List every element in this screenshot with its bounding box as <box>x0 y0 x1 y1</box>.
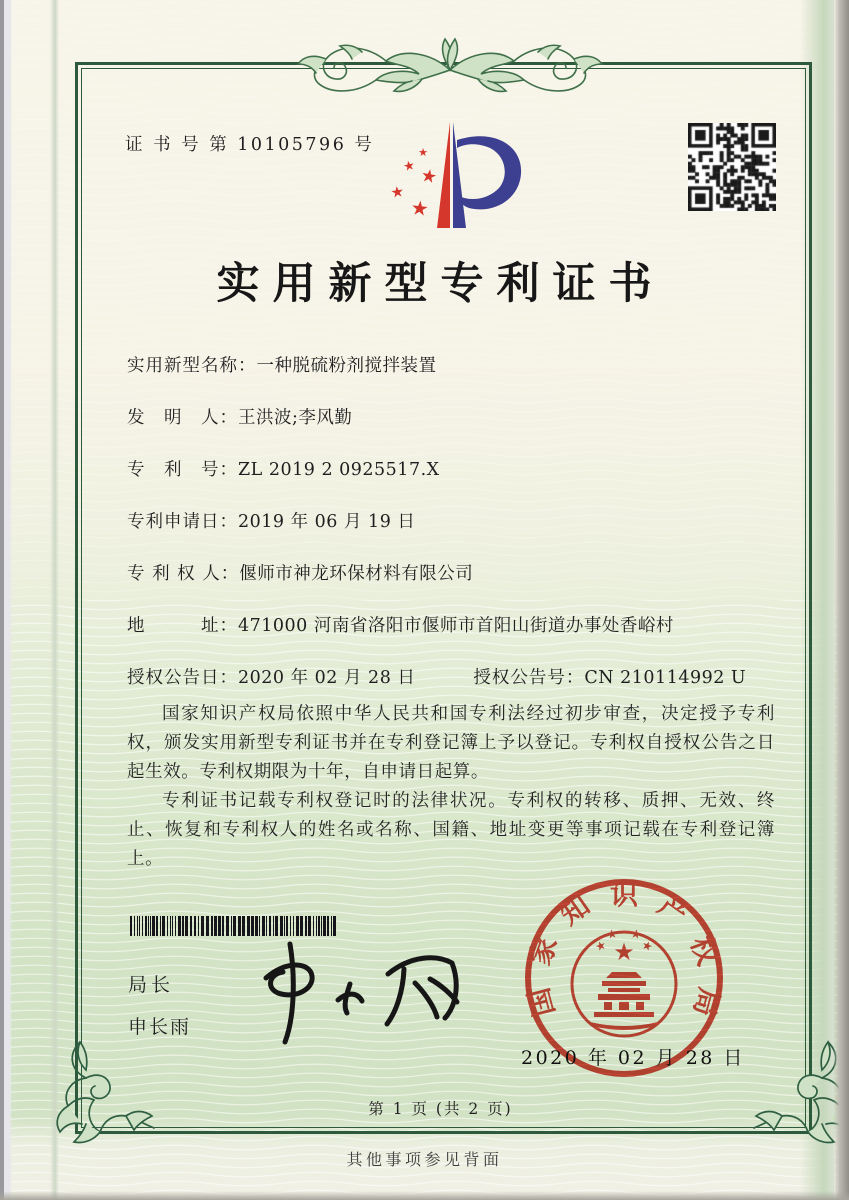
page-number: 第 1 页 (共 2 页) <box>368 1100 513 1118</box>
grant-date-label: 授权公告日： <box>127 668 238 688</box>
svg-text:局: 局 <box>687 984 727 1020</box>
field-label: 地 址： <box>127 616 238 636</box>
field-value: 471000 河南省洛阳市偃师市首阳山街道办事处香峪村 <box>238 616 674 636</box>
barcode-bar <box>318 916 320 936</box>
svg-text:★: ★ <box>639 937 655 955</box>
bottom-left-flourish-ornament <box>42 1040 160 1148</box>
barcode-bar <box>134 916 135 936</box>
field-label: 发 明 人： <box>127 408 238 428</box>
barcode-bar <box>296 916 299 936</box>
barcode-bar <box>313 916 314 936</box>
barcode-bar <box>300 916 303 936</box>
field-filing-date <box>127 508 787 560</box>
barcode-bar <box>333 916 336 936</box>
barcode-bar <box>152 916 155 936</box>
field-value: ZL 2019 2 0925517.X <box>238 460 440 480</box>
barcode-bar <box>150 916 151 936</box>
certificate-title: 实用新型专利证书 <box>216 259 665 309</box>
barcode-bar <box>286 916 288 936</box>
barcode-bar <box>323 916 326 936</box>
barcode-bar <box>327 916 329 936</box>
barcode-bar <box>148 916 149 936</box>
svg-text:★: ★ <box>629 926 643 942</box>
back-side-note: 其他事项参见背面 <box>346 1150 503 1169</box>
barcode-bar <box>145 916 147 936</box>
svg-text:★: ★ <box>409 195 430 221</box>
svg-text:★: ★ <box>593 937 609 955</box>
barcode-bar <box>170 916 171 936</box>
seal-date: 2020 年 02 月 28 日 <box>521 1047 745 1069</box>
barcode-bar <box>251 916 254 936</box>
commissioner-handwritten-signature <box>238 938 478 1048</box>
barcode-bar <box>331 916 332 936</box>
svg-text:产: 产 <box>652 888 694 932</box>
field-value: 2019 年 06 月 19 日 <box>238 512 416 532</box>
barcode-bar <box>218 916 221 936</box>
national-emblem <box>572 926 676 1036</box>
scan-edge-bottom <box>0 1191 849 1200</box>
svg-text:家: 家 <box>523 931 564 970</box>
barcode-bar <box>198 916 199 936</box>
svg-text:★: ★ <box>389 182 406 202</box>
field-utility-model-name <box>127 352 787 404</box>
barcode-bar <box>172 916 173 936</box>
barcode-bar <box>162 916 165 936</box>
svg-text:★: ★ <box>402 158 417 176</box>
barcode-bar <box>290 916 291 936</box>
scan-edge-left <box>0 0 12 1200</box>
svg-text:★: ★ <box>613 938 635 966</box>
barcode-bar <box>137 916 138 936</box>
svg-text:国: 国 <box>521 984 561 1020</box>
field-value: 一种脱硫粉剂搅拌装置 <box>256 356 437 376</box>
svg-text:★: ★ <box>605 926 619 942</box>
field-value: 王洪波;李风勤 <box>238 408 353 428</box>
svg-text:★: ★ <box>419 164 439 189</box>
certificate-number: 证 书 号 第 10105796 号 <box>125 135 375 155</box>
barcode-bar <box>316 916 317 936</box>
barcode-bar <box>262 916 265 936</box>
commissioner-name: 申长雨 <box>128 1016 192 1038</box>
barcode-bar <box>293 916 294 936</box>
barcode-bar <box>190 916 192 936</box>
field-address <box>127 612 787 664</box>
barcode-bar <box>139 916 140 936</box>
barcode-bar <box>206 916 209 936</box>
body-paragraph-2: 专利证书记载专利权登记时的法律状况。专利权的转移、质押、无效、终止、恢复和专利权人的姓名或名称、国籍、地址变更等事项记载在专利登记簿上。 <box>127 791 775 869</box>
svg-text:权: 权 <box>684 931 725 970</box>
field-label: 专 利 权 人： <box>127 564 240 584</box>
barcode-bar <box>142 916 143 936</box>
barcode-bar <box>284 916 285 936</box>
barcode-bar <box>182 916 184 936</box>
field-patentee <box>127 560 787 612</box>
barcode-bar <box>273 916 274 936</box>
field-value: 偃师市神龙环保材料有限公司 <box>239 564 474 584</box>
field-label: 专 利 号： <box>127 460 238 480</box>
barcode <box>130 916 344 936</box>
barcode-bar <box>275 916 278 936</box>
barcode-bar <box>175 916 176 936</box>
barcode-bar <box>233 916 236 936</box>
barcode-bar <box>231 916 232 936</box>
field-inventors <box>127 404 787 456</box>
grant-number-value: CN 210114992 U <box>584 668 747 688</box>
barcode-bar <box>222 916 224 936</box>
barcode-bar <box>130 916 132 936</box>
barcode-bar <box>247 916 250 936</box>
qr-code <box>688 123 776 211</box>
certificate-body-text <box>127 700 775 874</box>
barcode-bar <box>269 916 271 936</box>
barcode-bar <box>160 916 161 936</box>
field-label: 实用新型名称： <box>127 356 257 376</box>
scan-edge-right <box>833 0 849 1200</box>
barcode-bar <box>178 916 181 936</box>
svg-text:识: 识 <box>609 878 639 911</box>
barcode-bar <box>201 916 204 936</box>
barcode-bar <box>321 916 322 936</box>
barcode-bar <box>238 916 241 936</box>
field-patent-number <box>127 456 787 508</box>
grant-number-label: 授权公告号： <box>473 668 585 688</box>
barcode-bar <box>211 916 213 936</box>
commissioner-title: 局长 <box>128 974 175 996</box>
certificate-fields <box>127 352 787 716</box>
cnipa-logo-icon <box>373 112 535 238</box>
body-paragraph-1: 国家知识产权局依照中华人民共和国专利法经过初步审查，决定授予专利权，颁发实用新型专利证书并在专利登记簿上予以登记。专利权自授权公告之日起生效。专利权期限为十年，自申请日起算。 <box>127 704 775 782</box>
barcode-bar <box>214 916 217 936</box>
barcode-bar <box>156 916 158 936</box>
barcode-bar <box>167 916 168 936</box>
field-label: 专利申请日： <box>127 512 238 532</box>
page-fold-shadow-left <box>50 0 59 1200</box>
svg-text:知: 知 <box>554 888 596 932</box>
barcode-bar <box>255 916 258 936</box>
barcode-bar <box>259 916 260 936</box>
barcode-bar <box>194 916 196 936</box>
top-flourish-ornament <box>292 34 608 100</box>
grant-date-value: 2020 年 02 月 28 日 <box>238 668 416 688</box>
barcode-bar <box>226 916 229 936</box>
barcode-bar <box>308 916 311 936</box>
barcode-bar <box>185 916 188 936</box>
svg-text:★: ★ <box>418 146 428 159</box>
barcode-bar <box>280 916 283 936</box>
barcode-bar <box>305 916 307 936</box>
barcode-bar <box>242 916 245 936</box>
barcode-bar <box>266 916 267 936</box>
